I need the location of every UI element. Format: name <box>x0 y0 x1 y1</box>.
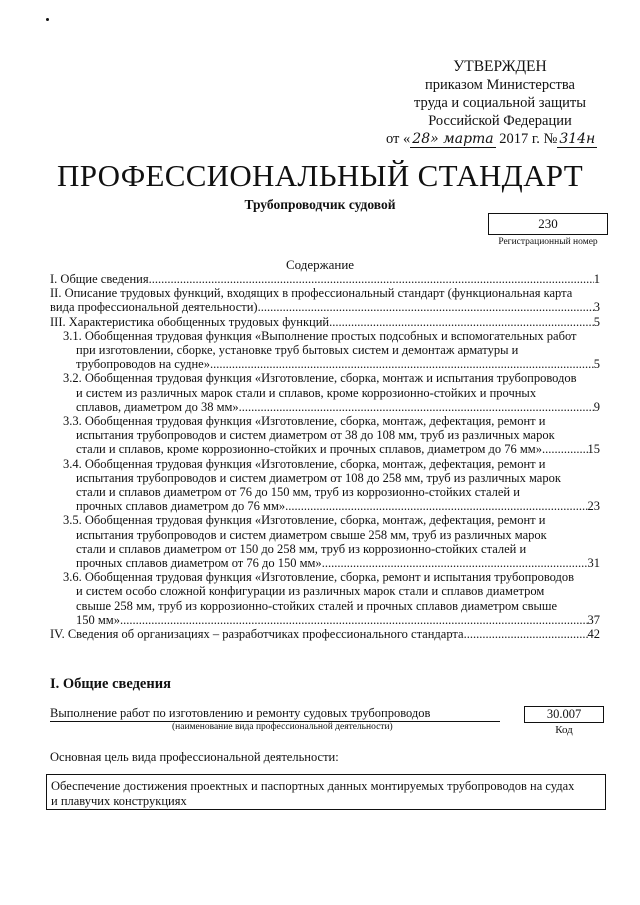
toc-page: 31 <box>587 556 600 571</box>
toc-item-text: 150 мм» <box>76 612 120 627</box>
activity-name: Выполнение работ по изготовлению и ремонту судовых трубопроводов <box>50 706 500 722</box>
toc-item-iv[interactable] <box>50 627 600 641</box>
toc-item-text: при изготовлении, сборке, установке труб бытовых систем и демонтаж арматуры и <box>76 343 519 358</box>
toc-item-text: вида профессиональной деятельности) <box>50 300 258 315</box>
toc-item-text: 3.4. Обобщенная трудовая функция «Изготовление, сборка, монтаж, дефектация, ремонт и <box>63 456 546 471</box>
toc-item-text: стали и сплавов диаметром от 150 до 258 мм, труб из коррозионно-стойких сталей и <box>76 541 527 556</box>
approval-heading: УТВЕРЖДЕН <box>453 58 547 75</box>
toc-item-3-4[interactable] <box>63 457 600 514</box>
toc-item-3-2[interactable] <box>63 371 600 414</box>
toc-item-iii[interactable] <box>50 315 600 329</box>
approval-line: Российской Федерации <box>428 113 572 129</box>
document-title: ПРОФЕССИОНАЛЬНЫЙ СТАНДАРТ <box>57 158 583 193</box>
toc-page: 9 <box>593 399 600 414</box>
activity-name-caption: (наименование вида профессиональной деятельности) <box>172 722 393 732</box>
activity-code-label: Код <box>555 724 573 736</box>
toc-item-3-5[interactable] <box>63 513 600 570</box>
handwritten-date: 28» марта <box>412 131 494 147</box>
toc-page: 15 <box>587 442 600 457</box>
toc-item-text: 3.2. Обобщенная трудовая функция «Изготовление, сборка, монтаж и испытания трубопроводов <box>63 371 577 386</box>
toc-item-3-3[interactable] <box>63 414 600 457</box>
approval-year: 2017 г. № <box>499 131 558 147</box>
goal-text: Обеспечение достижения проектных и паспортных данных монтируемых трубопроводов на судах <box>51 779 575 793</box>
handwritten-number: 314н <box>559 131 596 147</box>
toc-item-text: стали и сплавов, кроме коррозионно-стойких и прочных сплавов, диаметром до 76 мм» <box>76 442 542 457</box>
toc-page: 23 <box>587 499 600 514</box>
toc-item-3-6[interactable] <box>63 570 600 627</box>
approval-date-line <box>386 130 620 148</box>
section-heading: I. Общие сведения <box>50 676 171 692</box>
toc-item-text: 3.6. Обобщенная трудовая функция «Изготовление, сборка, ремонт и испытания трубопроводов <box>63 570 575 585</box>
toc-page: 42 <box>587 627 600 642</box>
toc-item-text: I. Общие сведения <box>50 272 149 286</box>
toc-item-text: и систем из различных марок стали и сплавов, кроме коррозионно-стойких и прочных <box>76 385 537 400</box>
toc-item-text: трубопроводов на судне» <box>76 357 210 372</box>
toc-item-text: испытания трубопроводов и систем диаметром свыше 258 мм, труб из различных марок <box>76 527 547 542</box>
toc-item-text: прочных сплавов диаметром до 76 мм» <box>76 499 286 514</box>
toc-page: 3 <box>593 300 600 315</box>
toc-item-text: 3.3. Обобщенная трудовая функция «Изготовление, сборка, монтаж, дефектация, ремонт и <box>63 414 546 429</box>
toc-item-text: III. Характеристика обобщенных трудовых функций <box>50 314 330 329</box>
goal-text: и плавучих конструкциях <box>51 794 187 808</box>
table-of-contents <box>50 272 600 641</box>
document-subtitle: Трубопроводчик судовой <box>244 197 396 212</box>
toc-item-ii[interactable] <box>50 286 600 314</box>
toc-item-text: и систем особо сложной конфигурации из различных марок стали и сплавов диаметром <box>76 584 545 599</box>
toc-item-text: IV. Сведения об организациях – разработчиках профессионального стандарта <box>50 627 464 642</box>
registration-number-label: Регистрационный номер <box>498 237 598 247</box>
toc-page: 5 <box>593 314 600 329</box>
toc-item-i[interactable] <box>50 272 600 286</box>
goal-label: Основная цель вида профессиональной деятельности: <box>50 750 339 764</box>
toc-page: 5 <box>593 357 600 372</box>
toc-title: Содержание <box>285 257 355 272</box>
toc-item-text: стали и сплавов диаметром от 76 до 150 мм, труб из коррозионно-стойких сталей и <box>76 485 520 500</box>
approval-block <box>380 58 620 148</box>
approval-from: от « <box>386 131 411 147</box>
toc-item-text: испытания трубопроводов и систем диаметром от 38 до 108 мм, труб из различных марок <box>76 428 555 443</box>
toc-item-text: II. Описание трудовых функций, входящих в профессиональный стандарт (функциональная карта <box>50 286 573 301</box>
toc-item-text: 3.1. Обобщенная трудовая функция «Выполнение простых подсобных и вспомогательных работ <box>63 328 577 343</box>
approval-line: труда и социальной защиты <box>414 95 586 111</box>
toc-item-text: 3.5. Обобщенная трудовая функция «Изготовление, сборка, монтаж, дефектация, ремонт и <box>63 513 546 528</box>
toc-item-text: прочных сплавов диаметром от 76 до 150 мм» <box>76 556 322 571</box>
registration-number-box: 230 <box>488 213 608 235</box>
approval-line: приказом Министерства <box>425 77 575 93</box>
scan-speck <box>46 18 49 21</box>
goal-box <box>46 774 606 810</box>
toc-item-text: свыше 258 мм, труб из коррозионно-стойких сталей и прочных сплавов диаметром свыше <box>76 598 558 613</box>
toc-page: 37 <box>587 612 600 627</box>
toc-item-3-1[interactable] <box>63 329 600 372</box>
activity-code-box: 30.007 <box>524 706 604 723</box>
toc-item-text: сплавов, диаметром до 38 мм» <box>76 399 239 414</box>
toc-page: 1 <box>593 272 600 286</box>
toc-item-text: испытания трубопроводов и систем диаметром от 108 до 258 мм, труб из различных марок <box>76 470 561 485</box>
